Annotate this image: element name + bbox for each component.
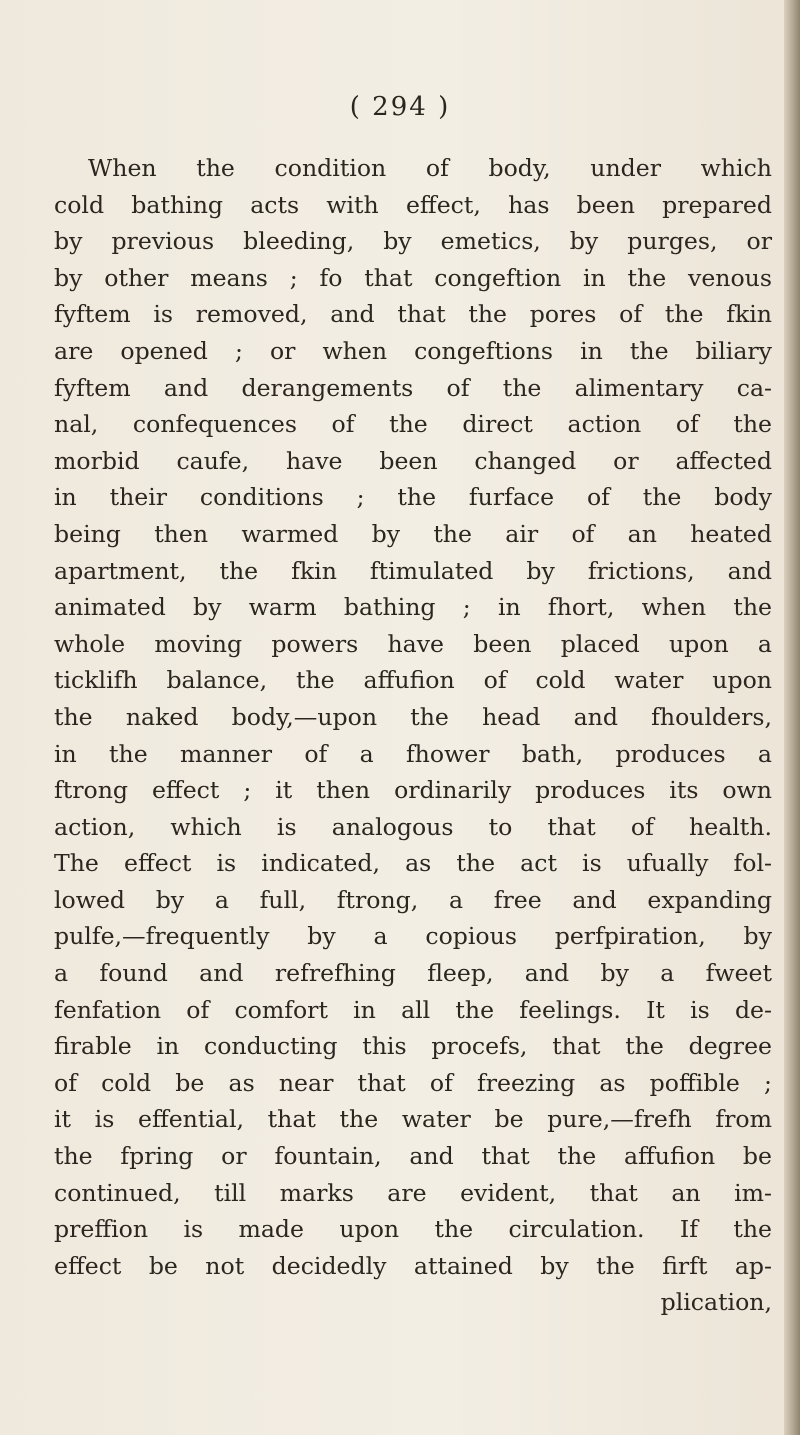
text-line: effect be not decidedly attained by the firft ap-	[54, 1251, 772, 1280]
text-line: pulfe,—frequently by a copious perfpiration, by	[54, 922, 772, 951]
text-line: in the manner of a fhower bath, produces a	[54, 739, 772, 768]
text-line: being then warmed by the air of an heated	[54, 519, 772, 548]
text-line: ticklifh balance, the affufion of cold water upon	[54, 666, 772, 695]
text-line: of cold be as near that of freezing as poffible ;	[54, 1068, 772, 1097]
text-line: apartment, the fkin ftimulated by frictions, and	[54, 556, 772, 585]
text-line: action, which is analogous to that of health.	[54, 812, 772, 841]
text-line: cold bathing acts with effect, has been prepared	[54, 190, 772, 219]
catchword: plication,	[660, 1288, 772, 1317]
text-line: ftrong effect ; it then ordinarily produces its own	[54, 776, 772, 805]
text-line: The effect is indicated, as the act is ufually fol-	[54, 849, 772, 878]
text-line: continued, till marks are evident, that an im-	[54, 1178, 772, 1207]
page-number: ( 294 )	[349, 92, 451, 122]
text-line: in their conditions ; the furface of the body	[54, 483, 772, 512]
text-line: firable in conducting this procefs, that the degree	[54, 1032, 772, 1061]
text-line: nal, confequences of the direct action of the	[54, 410, 772, 439]
text-line: preffion is made upon the circulation. If the	[54, 1215, 772, 1244]
text-line: by previous bleeding, by emetics, by purges, or	[54, 227, 772, 256]
text-line: by other means ; fo that congeftion in the venous	[54, 263, 772, 292]
text-line: it is effential, that the water be pure,—frefh from	[54, 1105, 772, 1134]
text-line: animated by warm bathing ; in fhort, when the	[54, 593, 772, 622]
text-line: lowed by a full, ftrong, a free and expanding	[54, 885, 772, 914]
text-line: fenfation of comfort in all the feelings. It is de-	[54, 995, 772, 1024]
body-text	[54, 150, 772, 1321]
text-line: a found and refrefhing fleep, and by a fweet	[54, 959, 772, 988]
text-line: morbid caufe, have been changed or affected	[54, 446, 772, 475]
text-line: When the condition of body, under which	[88, 154, 772, 182]
text-line: fyftem is removed, and that the pores of the fkin	[54, 300, 772, 329]
text-line: the naked body,—upon the head and fhoulders,	[54, 702, 772, 731]
text-line: whole moving powers have been placed upon a	[54, 629, 772, 658]
text-line: are opened ; or when congeftions in the biliary	[54, 336, 772, 365]
text-line: fyftem and derangements of the alimentary ca-	[54, 373, 772, 402]
page-binding-edge	[784, 0, 800, 1435]
text-line: the fpring or fountain, and that the affufion be	[54, 1142, 772, 1171]
